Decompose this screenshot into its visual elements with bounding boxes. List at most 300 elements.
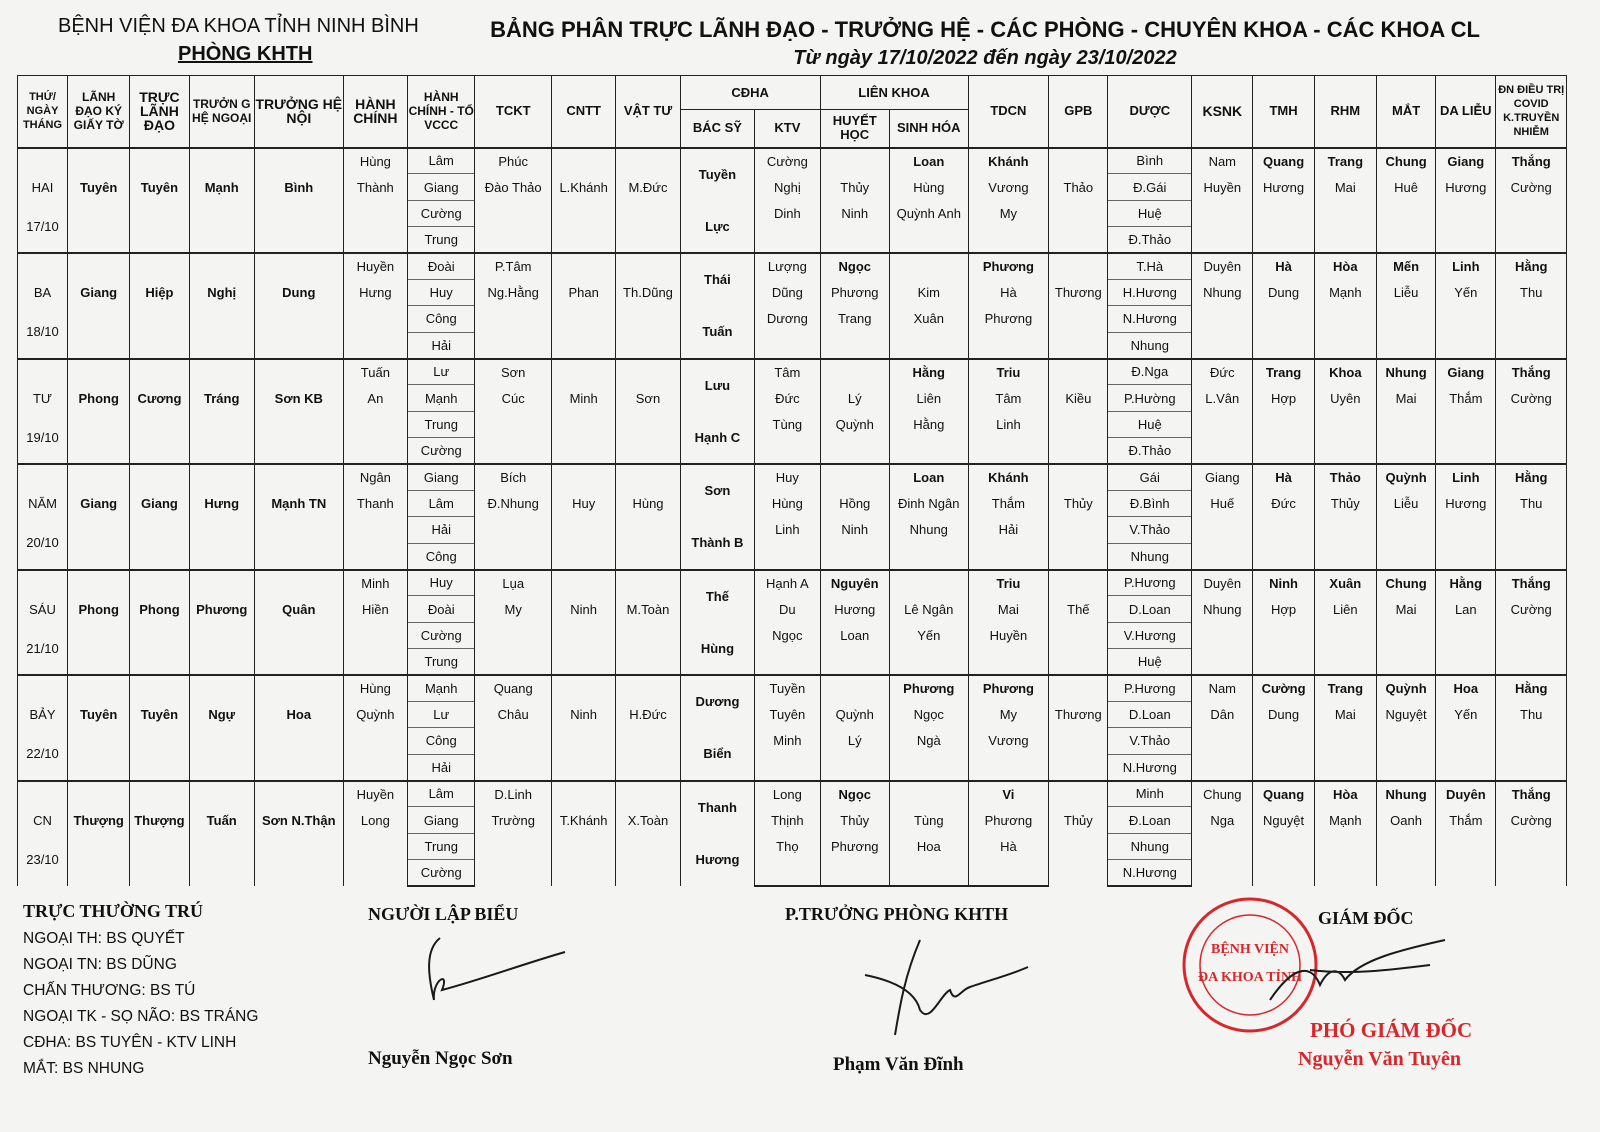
ktv-cell-blank xyxy=(755,227,820,253)
surgical-head-cell: Ngự xyxy=(189,701,254,727)
ktv-cell-blank xyxy=(755,754,820,780)
sign-leader-cell-blank xyxy=(68,570,130,596)
tmh-cell: Quang xyxy=(1253,148,1314,174)
resident-title: TRỰC THƯỜNG TRÚ xyxy=(23,901,204,921)
derm-cell: Hương xyxy=(1436,490,1496,516)
day-date: 23/10 xyxy=(18,833,68,886)
col-tmh: TMH xyxy=(1253,76,1314,148)
tdcn-cell: Phương xyxy=(968,306,1049,332)
tmh-cell-blank xyxy=(1253,200,1314,253)
biochem-cell-blank xyxy=(889,438,968,464)
supplies-blank xyxy=(616,253,680,279)
pharmacy-cell: D.Loan xyxy=(1108,596,1192,622)
day-date: 18/10 xyxy=(18,306,68,359)
internal-head-cell-blank xyxy=(254,728,343,781)
sign-leader-cell: Phong xyxy=(68,596,130,622)
biochem-cell-blank xyxy=(889,227,968,253)
admin-blank xyxy=(343,622,407,675)
col-rhm: RHM xyxy=(1314,76,1376,148)
admin-team-cell: Hải xyxy=(408,517,475,543)
sign-leader-cell: Giang xyxy=(68,490,130,516)
hematology-cell: Phương xyxy=(820,279,889,305)
rhm-cell-blank xyxy=(1314,622,1376,675)
ksnk-cell-blank xyxy=(1192,517,1253,570)
surgical-head-cell-blank xyxy=(189,570,254,596)
hematology-cell xyxy=(820,359,889,385)
duty-leader-cell-blank xyxy=(130,570,189,596)
tdcn-cell: Triu xyxy=(968,359,1049,385)
sign-leader-cell: Tuyên xyxy=(68,701,130,727)
table-row xyxy=(18,596,1567,622)
gpb-blank xyxy=(1049,253,1108,279)
ktv-cell: Du xyxy=(755,596,820,622)
ktv-cell: Linh xyxy=(755,517,820,543)
ktv-cell: Dinh xyxy=(755,200,820,226)
cdha-doctor-cell: Thanh xyxy=(680,781,755,834)
sign-leader-cell: Tuyên xyxy=(68,174,130,200)
biochem-cell-blank xyxy=(889,860,968,886)
cdha-doctor-cell: Hương xyxy=(680,833,755,886)
sign-leader-cell-blank xyxy=(68,464,130,490)
rhm-cell: Mai xyxy=(1314,174,1376,200)
pharmacy-cell: N.Hương xyxy=(1108,754,1192,780)
day-date: 21/10 xyxy=(18,622,68,675)
tmh-cell-blank xyxy=(1253,833,1314,886)
vice-director-title: PHÓ GIÁM ĐỐC xyxy=(1310,1018,1473,1042)
ktv-cell: Tuyền xyxy=(755,675,820,701)
gpb-blank xyxy=(1049,622,1108,675)
admin-team-cell: Lâm xyxy=(408,781,475,807)
tmh-cell: Trang xyxy=(1253,359,1314,385)
cntt-blank xyxy=(552,781,616,807)
derm-cell-blank xyxy=(1436,728,1496,781)
derm-cell: Yến xyxy=(1436,701,1496,727)
tdcn-cell: Phương xyxy=(968,253,1049,279)
biochem-cell-blank xyxy=(889,332,968,358)
derm-cell-blank xyxy=(1436,200,1496,253)
table-row xyxy=(18,411,1567,437)
derm-cell-blank xyxy=(1436,411,1496,464)
biochem-cell: Đinh Ngân xyxy=(889,490,968,516)
duty-leader-cell-blank xyxy=(130,253,189,279)
surgical-head-cell-blank xyxy=(189,411,254,464)
sign-leader-cell-blank xyxy=(68,359,130,385)
duty-leader-cell-blank xyxy=(130,464,189,490)
surgical-head-cell: Mạnh xyxy=(189,174,254,200)
hematology-cell xyxy=(820,675,889,701)
rhm-cell: Thủy xyxy=(1314,490,1376,516)
day-blank xyxy=(18,359,68,385)
cdha-doctor-cell: Lưu xyxy=(680,359,755,412)
table-row xyxy=(18,490,1567,516)
internal-head-cell: Hoa xyxy=(254,701,343,727)
admin-team-cell: Đoài xyxy=(408,253,475,279)
tckt-cell: D.Linh xyxy=(475,781,552,807)
eye-cell: Liễu xyxy=(1376,279,1435,305)
admin-team-cell: Lâm xyxy=(408,490,475,516)
table-row xyxy=(18,622,1567,648)
ksnk-cell: Nga xyxy=(1192,807,1253,833)
surgical-head-cell-blank xyxy=(189,200,254,253)
cntt-blank xyxy=(552,833,616,886)
derm-cell: Hằng xyxy=(1436,570,1496,596)
cntt-blank xyxy=(552,411,616,464)
sign-leader-cell-blank xyxy=(68,148,130,174)
table-row xyxy=(18,279,1567,305)
hematology-cell xyxy=(820,148,889,174)
eye-cell: Chung xyxy=(1376,570,1435,596)
sign-leader-cell-blank xyxy=(68,833,130,886)
supplies-cell: Th.Dũng xyxy=(616,279,680,305)
cntt-blank xyxy=(552,517,616,570)
cntt-cell: L.Khánh xyxy=(552,174,616,200)
surgical-head-cell-blank xyxy=(189,359,254,385)
gpb-cell: Kiều xyxy=(1049,385,1108,411)
tmh-cell: Hà xyxy=(1253,253,1314,279)
table-row xyxy=(18,728,1567,754)
admin-team-cell: Đoài xyxy=(408,596,475,622)
covid-cell: Cường xyxy=(1496,596,1567,622)
gpb-blank xyxy=(1049,517,1108,570)
ktv-cell: Lượng xyxy=(755,253,820,279)
admin-blank xyxy=(343,200,407,253)
covid-cell-blank xyxy=(1496,833,1567,886)
sign-leader-cell: Phong xyxy=(68,385,130,411)
tdcn-cell: Tâm xyxy=(968,385,1049,411)
tmh-cell: Đức xyxy=(1253,490,1314,516)
ksnk-cell: Chung xyxy=(1192,781,1253,807)
ksnk-cell: Nhung xyxy=(1192,596,1253,622)
derm-cell: Linh xyxy=(1436,253,1496,279)
biochem-cell: Loan xyxy=(889,464,968,490)
col-tdcn: TDCN xyxy=(968,76,1049,148)
admin-team-cell: Cường xyxy=(408,200,475,226)
hematology-cell: Quỳnh xyxy=(820,411,889,437)
sign-leader-cell-blank xyxy=(68,200,130,253)
stamp-line: ĐA KHOA TỈNH xyxy=(1198,970,1302,985)
duty-leader-cell-blank xyxy=(130,781,189,807)
gpb-blank xyxy=(1049,728,1108,781)
covid-cell-blank xyxy=(1496,622,1567,675)
biochem-cell: Loan xyxy=(889,148,968,174)
resident-line: NGOẠI TN: BS DŨNG xyxy=(23,956,177,973)
tckt-cell: Cúc xyxy=(475,385,552,411)
sign-leader-cell-blank xyxy=(68,517,130,570)
eye-cell-blank xyxy=(1376,622,1435,675)
ksnk-cell: Huyền xyxy=(1192,174,1253,200)
sign-leader-cell-blank xyxy=(68,253,130,279)
ktv-cell-blank xyxy=(755,860,820,886)
cdha-doctor-cell: Sơn xyxy=(680,464,755,517)
hematology-cell-blank xyxy=(820,438,889,464)
covid-cell-blank xyxy=(1496,306,1567,359)
ktv-cell: Dũng xyxy=(755,279,820,305)
organization-header xyxy=(58,12,448,68)
duty-leader-cell: Phong xyxy=(130,596,189,622)
supplies-cell: M.Đức xyxy=(616,174,680,200)
biochem-cell: Lê Ngân xyxy=(889,596,968,622)
day-blank xyxy=(18,148,68,174)
cdha-doctor-cell: Thái xyxy=(680,253,755,306)
pharmacy-cell: H.Hương xyxy=(1108,279,1192,305)
ktv-cell: Cường xyxy=(755,148,820,174)
col-cdha-ktv: KTV xyxy=(755,110,820,148)
gpb-blank xyxy=(1049,359,1108,385)
date-range: Từ ngày 17/10/2022 đến ngày 23/10/2022 xyxy=(793,47,1177,69)
pharmacy-cell: Huệ xyxy=(1108,649,1192,675)
table-row xyxy=(18,200,1567,226)
hematology-cell: Ninh xyxy=(820,517,889,543)
admin-cell: Long xyxy=(343,807,407,833)
supplies-cell: X.Toàn xyxy=(616,807,680,833)
director-title: GIÁM ĐỐC xyxy=(1318,908,1414,928)
hematology-cell-blank xyxy=(820,227,889,253)
day-name: NĂM xyxy=(18,490,68,516)
cntt-cell: Ninh xyxy=(552,596,616,622)
covid-cell: Thắng xyxy=(1496,781,1567,807)
gpb-blank xyxy=(1049,781,1108,807)
ksnk-cell: Nhung xyxy=(1192,279,1253,305)
admin-cell: Hùng xyxy=(343,675,407,701)
day-name: SÁU xyxy=(18,596,68,622)
rhm-cell-blank xyxy=(1314,517,1376,570)
duty-leader-cell: Giang xyxy=(130,490,189,516)
duty-leader-cell-blank xyxy=(130,411,189,464)
ksnk-cell: L.Vân xyxy=(1192,385,1253,411)
tmh-cell: Nguyệt xyxy=(1253,807,1314,833)
ksnk-cell: Dân xyxy=(1192,701,1253,727)
surgical-head-cell-blank xyxy=(189,781,254,807)
hematology-cell: Loan xyxy=(820,622,889,648)
admin-team-cell: Huy xyxy=(408,279,475,305)
day-name: BẢY xyxy=(18,701,68,727)
gpb-blank xyxy=(1049,833,1108,886)
tdcn-cell: Linh xyxy=(968,411,1049,437)
internal-head-cell-blank xyxy=(254,622,343,675)
derm-cell: Giang xyxy=(1436,148,1496,174)
rhm-cell: Mai xyxy=(1314,701,1376,727)
ktv-cell-blank xyxy=(755,649,820,675)
ktv-cell-blank xyxy=(755,543,820,569)
pharmacy-cell: Minh xyxy=(1108,781,1192,807)
pharmacy-cell: T.Hà xyxy=(1108,253,1192,279)
hematology-cell: Thủy xyxy=(820,807,889,833)
tckt-cell: My xyxy=(475,596,552,622)
cdha-doctor-cell: Thành B xyxy=(680,517,755,570)
resident-duty-block xyxy=(23,898,258,1082)
tdcn-cell: Phương xyxy=(968,675,1049,701)
biochem-cell: Yến xyxy=(889,622,968,648)
admin-team-cell: Hải xyxy=(408,754,475,780)
supplies-cell: M.Toàn xyxy=(616,596,680,622)
table-row xyxy=(18,359,1567,385)
eye-cell: Oanh xyxy=(1376,807,1435,833)
deputy-name: Phạm Văn Đĩnh xyxy=(833,1054,964,1075)
cntt-cell: Huy xyxy=(552,490,616,516)
covid-cell: Thu xyxy=(1496,490,1567,516)
hematology-cell: Trang xyxy=(820,306,889,332)
day-date: 20/10 xyxy=(18,517,68,570)
col-cdha-doctor: BÁC SỸ xyxy=(680,110,755,148)
duty-leader-cell-blank xyxy=(130,306,189,359)
surgical-head-cell-blank xyxy=(189,622,254,675)
supplies-blank xyxy=(616,200,680,253)
ktv-cell: Minh xyxy=(755,728,820,754)
admin-cell: Quỳnh xyxy=(343,701,407,727)
surgical-head-cell-blank xyxy=(189,253,254,279)
col-lab: LIÊN KHOA xyxy=(820,76,968,110)
hematology-cell: Ninh xyxy=(820,200,889,226)
tdcn-cell-blank xyxy=(968,649,1049,675)
eye-cell: Quỳnh xyxy=(1376,464,1435,490)
derm-cell: Thắm xyxy=(1436,385,1496,411)
admin-team-cell: Hải xyxy=(408,332,475,358)
duty-leader-cell: Tuyên xyxy=(130,701,189,727)
col-sign-leader: LÃNH ĐẠO KÝ GIẤY TỜ xyxy=(68,76,130,148)
derm-cell-blank xyxy=(1436,622,1496,675)
duty-leader-cell: Thượng xyxy=(130,807,189,833)
admin-blank xyxy=(343,306,407,359)
derm-cell-blank xyxy=(1436,833,1496,886)
surgical-head-cell-blank xyxy=(189,728,254,781)
rhm-cell: Liên xyxy=(1314,596,1376,622)
tmh-cell: Ninh xyxy=(1253,570,1314,596)
rhm-cell-blank xyxy=(1314,833,1376,886)
supplies-blank xyxy=(616,675,680,701)
covid-cell: Cường xyxy=(1496,807,1567,833)
sign-leader-cell-blank xyxy=(68,781,130,807)
col-admin: HÀNH CHÍNH xyxy=(343,76,407,148)
eye-cell-blank xyxy=(1376,517,1435,570)
table-row xyxy=(18,807,1567,833)
tdcn-cell: Hà xyxy=(968,833,1049,859)
col-eye: MẮT xyxy=(1376,76,1435,148)
surgical-head-cell-blank xyxy=(189,675,254,701)
ktv-cell: Huy xyxy=(755,464,820,490)
internal-head-cell-blank xyxy=(254,253,343,279)
pharmacy-cell: Đ.Nga xyxy=(1108,359,1192,385)
tdcn-cell: Khánh xyxy=(968,148,1049,174)
gpb-cell: Thế xyxy=(1049,596,1108,622)
eye-cell-blank xyxy=(1376,200,1435,253)
internal-head-cell: Sơn KB xyxy=(254,385,343,411)
tmh-cell: Hợp xyxy=(1253,596,1314,622)
pharmacy-cell: N.Hương xyxy=(1108,306,1192,332)
table-row xyxy=(18,148,1567,174)
preparer-name: Nguyễn Ngọc Sơn xyxy=(368,1048,513,1069)
surgical-head-cell-blank xyxy=(189,517,254,570)
cdha-doctor-cell: Dương xyxy=(680,675,755,728)
pharmacy-cell: Gái xyxy=(1108,464,1192,490)
col-tckt: TCKT xyxy=(475,76,552,148)
derm-cell-blank xyxy=(1436,306,1496,359)
tdcn-cell: My xyxy=(968,200,1049,226)
derm-cell: Yến xyxy=(1436,279,1496,305)
tckt-blank xyxy=(475,622,552,675)
pharmacy-cell: V.Thảo xyxy=(1108,517,1192,543)
gpb-blank xyxy=(1049,306,1108,359)
col-duty-leader: TRỰC LÃNH ĐẠO xyxy=(130,76,189,148)
hematology-cell: Ngọc xyxy=(820,781,889,807)
col-internal-head: TRƯỞNG HỆ NỘI xyxy=(254,76,343,148)
tckt-cell: Lụa xyxy=(475,570,552,596)
tckt-cell: Trường xyxy=(475,807,552,833)
sign-leader-cell-blank xyxy=(68,411,130,464)
pharmacy-cell: Đ.Loan xyxy=(1108,807,1192,833)
tdcn-cell-blank xyxy=(968,754,1049,780)
internal-head-cell: Sơn N.Thận xyxy=(254,807,343,833)
gpb-blank xyxy=(1049,675,1108,701)
pharmacy-cell: P.Hương xyxy=(1108,675,1192,701)
deputy-title: P.TRƯỞNG PHÒNG KHTH xyxy=(785,904,1009,924)
surgical-head-cell: Tuấn xyxy=(189,807,254,833)
admin-team-cell: Mạnh xyxy=(408,385,475,411)
pharmacy-cell: P.Hương xyxy=(1108,570,1192,596)
tmh-cell: Hương xyxy=(1253,174,1314,200)
hematology-cell-blank xyxy=(820,860,889,886)
internal-head-cell-blank xyxy=(254,359,343,385)
deputy-signature xyxy=(860,935,1030,1045)
supplies-blank xyxy=(616,622,680,675)
biochem-cell xyxy=(889,570,968,596)
internal-head-cell-blank xyxy=(254,464,343,490)
rhm-cell: Xuân xyxy=(1314,570,1376,596)
eye-cell: Nhung xyxy=(1376,781,1435,807)
admin-cell: Hưng xyxy=(343,279,407,305)
ktv-cell: Ngọc xyxy=(755,622,820,648)
biochem-cell-blank xyxy=(889,649,968,675)
tdcn-cell: Vương xyxy=(968,174,1049,200)
derm-cell-blank xyxy=(1436,517,1496,570)
cntt-blank xyxy=(552,359,616,385)
admin-cell: Hùng xyxy=(343,148,407,174)
internal-head-cell: Dung xyxy=(254,279,343,305)
cntt-cell: Minh xyxy=(552,385,616,411)
duty-leader-cell-blank xyxy=(130,728,189,781)
sign-leader-cell-blank xyxy=(68,306,130,359)
tckt-blank xyxy=(475,200,552,253)
pharmacy-cell: P.Hường xyxy=(1108,385,1192,411)
admin-team-cell: Trung xyxy=(408,411,475,437)
biochem-cell: Hằng xyxy=(889,359,968,385)
tdcn-cell: Vi xyxy=(968,781,1049,807)
biochem-cell-blank xyxy=(889,754,968,780)
tdcn-cell: Khánh xyxy=(968,464,1049,490)
surgical-head-cell: Tráng xyxy=(189,385,254,411)
rhm-cell-blank xyxy=(1314,728,1376,781)
admin-team-cell: Lư xyxy=(408,701,475,727)
ktv-cell: Hùng xyxy=(755,490,820,516)
cntt-cell: T.Khánh xyxy=(552,807,616,833)
covid-cell: Cường xyxy=(1496,385,1567,411)
day-name: CN xyxy=(18,807,68,833)
ksnk-cell: Huế xyxy=(1192,490,1253,516)
tdcn-cell: Hà xyxy=(968,279,1049,305)
admin-cell: Huyền xyxy=(343,781,407,807)
tmh-cell-blank xyxy=(1253,622,1314,675)
tckt-cell: Châu xyxy=(475,701,552,727)
admin-cell: Minh xyxy=(343,570,407,596)
ksnk-cell: Nam xyxy=(1192,675,1253,701)
col-pharmacy: DƯỢC xyxy=(1108,76,1192,148)
admin-team-cell: Giang xyxy=(408,807,475,833)
biochem-cell: Ngọc xyxy=(889,701,968,727)
covid-cell: Hằng xyxy=(1496,675,1567,701)
ktv-cell: Thọ xyxy=(755,833,820,859)
hematology-cell-blank xyxy=(820,754,889,780)
supplies-blank xyxy=(616,570,680,596)
rhm-cell-blank xyxy=(1314,306,1376,359)
